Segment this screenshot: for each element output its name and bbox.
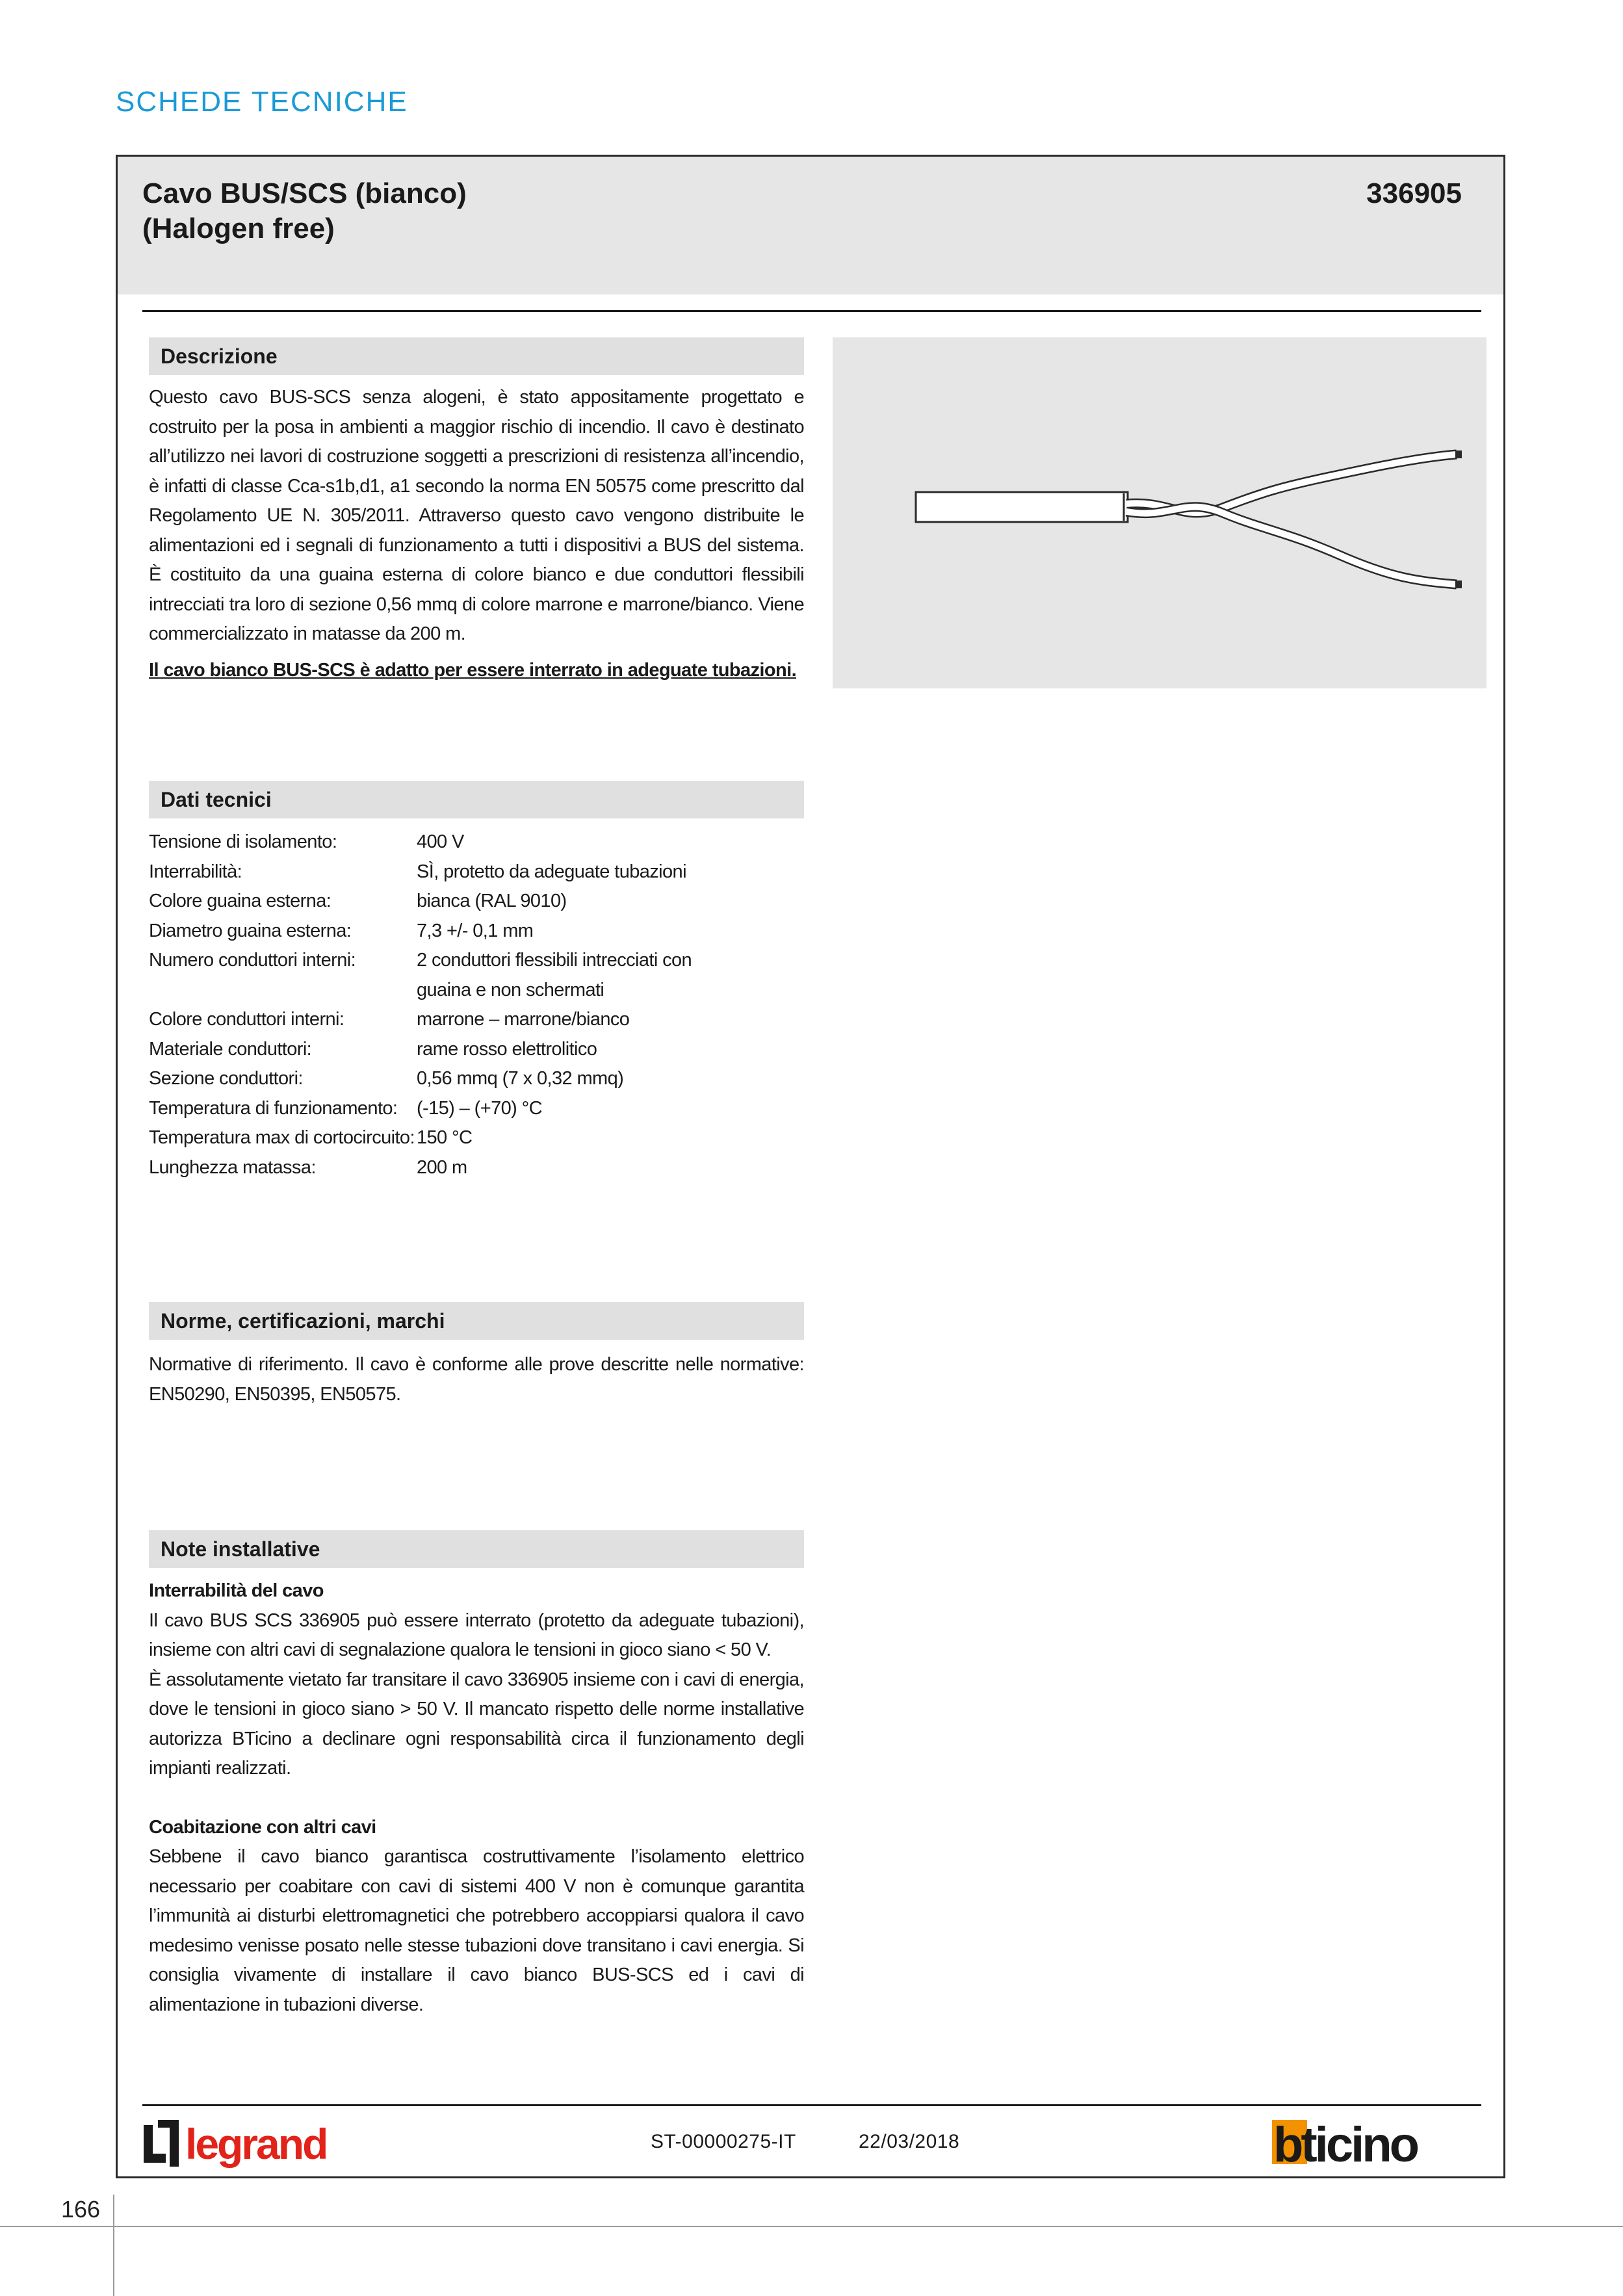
product-title — [142, 176, 467, 246]
spec-label: Colore conduttori interni: — [149, 1009, 344, 1030]
spec-value: 7,3 +/- 0,1 mm — [417, 920, 534, 941]
product-title-line1: Cavo BUS/SCS (bianco) — [142, 177, 467, 209]
section-heading-dati-tecnici: Dati tecnici — [149, 781, 804, 818]
spec-value: marrone – marrone/bianco — [417, 1009, 630, 1030]
spec-label: Temperatura max di cortocircuito: — [149, 1127, 415, 1148]
spec-row — [149, 1153, 804, 1183]
cable-sheath — [916, 492, 1128, 522]
spec-value: 150 °C — [417, 1127, 473, 1148]
subheading-interrabilita: Interrabilità del cavo — [149, 1580, 324, 1601]
cable-illustration — [833, 337, 1487, 688]
descrizione-text: Questo cavo BUS-SCS senza alogeni, è stato appositamente progettato e costruito per la posa in ambienti a maggior rischio di incendio. Il cavo è destinato all’utilizzo nei lavori di costruzione soggetti a prescrizioni di resistenza all’incendio, è infatti di classe Cca-s1b,d1, a1 secondo la norma EN 50575 come prescritto dal Regolamento UE N. 305/2011. Attraverso questo cavo vengono distribuite le alimentazioni ed i segnali di funzionamento a tutti i dispositivi a BUS del sistema. È costituito da una guaina esterna di colore bianco e due conduttori flessibili intrecciati tra loro di sezione 0,56 mmq di colore marrone e marrone/bianco. Viene commercializzato in matasse da 200 m. — [149, 387, 804, 644]
spec-row — [149, 1094, 804, 1124]
subheading-coabitazione: Coabitazione con altri cavi — [149, 1816, 376, 1838]
coabitazione-paragraph: Sebbene il cavo bianco garantisca costruttivamente l’isolamento elettrico necessario per coabitare con cavi di sistemi 400 V non è comunque garantita l’immunità ai disturbi elettromagnetici che potrebbero accoppiarsi qualora il cavo medesimo venisse posato nelle stesse tubazioni dove transitano i cavi energia. Si consiglia vivamente di installare il cavo bianco BUS-SCS ed i cavi di alimentazione in tubazioni diverse. — [149, 1846, 804, 2015]
spec-label: Interrabilità: — [149, 861, 242, 882]
product-code: 336905 — [1366, 177, 1462, 209]
page-marker-vertical — [113, 2195, 114, 2296]
spec-value: (-15) – (+70) °C — [417, 1097, 542, 1119]
section-heading-note-installative: Note installative — [149, 1530, 804, 1568]
spec-row — [149, 828, 804, 857]
legrand-wordmark: legrand — [185, 2120, 327, 2168]
spec-value: bianca (RAL 9010) — [417, 891, 567, 911]
page-number: 166 — [61, 2196, 101, 2223]
product-title-line2: (Halogen free) — [142, 213, 335, 244]
datasheet-frame — [116, 155, 1505, 2178]
section-heading-descrizione: Descrizione — [149, 337, 804, 375]
spec-value: 400 V — [417, 831, 464, 852]
page-marker-horizontal — [0, 2226, 1623, 2227]
norme-body — [149, 1350, 804, 1409]
spec-label: Materiale conduttori: — [149, 1038, 312, 1060]
product-image-panel — [833, 337, 1487, 688]
spec-label: Colore guaina esterna: — [149, 891, 331, 911]
footer-divider — [142, 2104, 1481, 2106]
spec-value: 2 conduttori flessibili intrecciati con guaina e non schermati — [417, 950, 692, 1000]
spec-row — [149, 1035, 804, 1065]
header-divider — [142, 310, 1481, 312]
spec-value: 0,56 mmq (7 x 0,32 mmq) — [417, 1068, 624, 1089]
document-id: ST-00000275-IT — [651, 2131, 796, 2152]
document-date: 22/03/2018 — [859, 2131, 960, 2152]
conductor-tip-lower — [1455, 581, 1462, 588]
bticino-wordmark: bticino — [1273, 2120, 1418, 2167]
interrabilita-paragraph-2: È assolutamente vietato far transitare il cavo 336905 insieme con i cavi di energia, dove le tensioni in gioco siano > 50 V. Il mancato rispetto delle norme installative autorizza BTicino a declinare ogni responsabilità circa il funzionamento degli impianti realizzati. — [149, 1669, 804, 1779]
spec-row — [149, 917, 804, 946]
spec-table — [149, 828, 804, 1182]
legrand-logo — [142, 2116, 363, 2178]
spec-value: SÌ, protetto da adeguate tubazioni — [417, 861, 686, 882]
spec-value: rame rosso elettrolitico — [417, 1038, 597, 1060]
spec-label: Numero conduttori interni: — [149, 950, 356, 971]
descrizione-note: Il cavo bianco BUS-SCS è adatto per essere interrato in adeguate tubazioni. — [149, 659, 797, 681]
section-heading-norme: Norme, certificazioni, marchi — [149, 1302, 804, 1340]
spec-row — [149, 1064, 804, 1094]
spec-label: Lunghezza matassa: — [149, 1156, 316, 1178]
note-installative-body — [149, 1576, 804, 2020]
spec-label: Sezione conduttori: — [149, 1068, 303, 1089]
conductor-lower — [1126, 507, 1457, 584]
spec-label: Temperatura di funzionamento: — [149, 1097, 398, 1119]
spec-row — [149, 857, 804, 887]
conductor-tip-upper — [1455, 450, 1462, 458]
section-tag: SCHEDE TECNICHE — [116, 86, 408, 118]
spec-value: 200 m — [417, 1156, 467, 1178]
conductor-upper — [1126, 454, 1457, 513]
spec-row — [149, 1123, 804, 1153]
descrizione-body — [149, 383, 804, 685]
spec-row — [149, 946, 804, 1005]
norme-text: Normative di riferimento. Il cavo è conforme alle prove descritte nelle normative: EN50290, EN50395, EN50575. — [149, 1354, 804, 1405]
spec-label: Tensione di isolamento: — [149, 831, 337, 852]
interrabilita-paragraph-1: Il cavo BUS SCS 336905 può essere interrato (protetto da adeguate tubazioni), insieme con altri cavi di segnalazione qualora le tensioni in gioco siano < 50 V. — [149, 1610, 804, 1660]
bticino-logo — [1272, 2120, 1480, 2170]
spec-row — [149, 887, 804, 917]
spec-row — [149, 1005, 804, 1035]
spec-label: Diametro guaina esterna: — [149, 920, 352, 941]
